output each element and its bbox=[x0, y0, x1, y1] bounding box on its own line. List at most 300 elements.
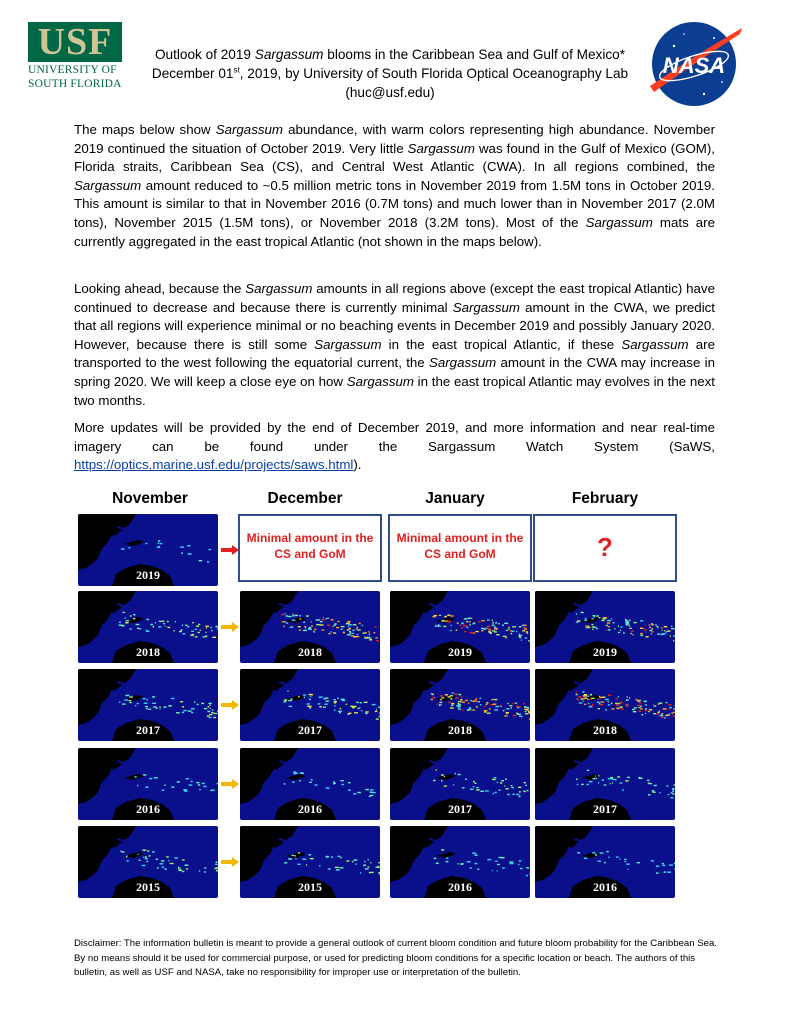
sargassum-patch bbox=[473, 781, 475, 782]
sargassum-patch bbox=[155, 622, 156, 623]
sargassum-patch bbox=[587, 770, 589, 771]
sargassum-patch bbox=[348, 713, 351, 714]
sargassum-patch bbox=[644, 629, 647, 630]
sargassum-patch bbox=[487, 713, 491, 714]
sargassum-patch bbox=[656, 872, 659, 873]
sargassum-patch bbox=[199, 870, 200, 871]
sargassum-map-tile bbox=[390, 826, 530, 898]
sargassum-patch bbox=[311, 779, 313, 780]
sargassum-patch bbox=[166, 856, 169, 857]
sargassum-patch bbox=[186, 868, 188, 869]
sargassum-patch bbox=[439, 615, 441, 616]
sargassum-patch bbox=[588, 703, 590, 704]
sargassum-patch bbox=[667, 872, 671, 873]
sargassum-patch bbox=[656, 714, 659, 715]
sargassum-patch bbox=[463, 625, 467, 626]
sargassum-patch bbox=[121, 548, 125, 549]
sargassum-patch bbox=[645, 709, 648, 710]
sargassum-patch bbox=[336, 869, 340, 870]
sargassum-patch bbox=[587, 784, 589, 785]
sargassum-patch bbox=[335, 867, 339, 868]
sargassum-map-tile bbox=[240, 748, 380, 820]
sargassum-patch bbox=[504, 623, 508, 624]
sargassum-patch bbox=[326, 700, 330, 701]
sargassum-patch bbox=[441, 697, 444, 698]
sargassum-patch bbox=[138, 854, 139, 855]
sargassum-patch bbox=[283, 626, 285, 627]
sargassum-patch bbox=[604, 862, 606, 863]
sargassum-patch bbox=[372, 704, 376, 705]
sargassum-patch bbox=[157, 867, 159, 868]
sargassum-patch bbox=[669, 864, 673, 865]
sargassum-patch bbox=[165, 626, 166, 627]
sargassum-patch bbox=[181, 629, 183, 630]
sargassum-patch bbox=[158, 543, 160, 544]
sargassum-patch bbox=[210, 790, 212, 791]
sargassum-patch bbox=[191, 631, 194, 632]
map-year-label: 2015 bbox=[136, 880, 160, 894]
sargassum-patch bbox=[460, 699, 462, 700]
sargassum-patch bbox=[480, 698, 482, 699]
sargassum-patch bbox=[340, 857, 342, 858]
sargassum-patch bbox=[617, 776, 620, 777]
sargassum-patch bbox=[601, 620, 604, 621]
sargassum-patch bbox=[168, 860, 169, 861]
sargassum-patch bbox=[661, 713, 663, 714]
sargassum-patch bbox=[334, 625, 336, 626]
sargassum-patch bbox=[327, 624, 330, 625]
sargassum-patch bbox=[322, 629, 325, 630]
updates-paragraph bbox=[74, 419, 715, 475]
sargassum-patch bbox=[637, 862, 640, 863]
sargassum-patch bbox=[451, 625, 452, 626]
sargassum-patch bbox=[666, 702, 668, 703]
sargassum-patch bbox=[502, 867, 505, 868]
sargassum-patch bbox=[672, 788, 674, 789]
sargassum-patch bbox=[577, 620, 581, 621]
sargassum-patch bbox=[653, 713, 656, 714]
sargassum-patch bbox=[468, 703, 469, 704]
sargassum-patch bbox=[448, 615, 449, 616]
sargassum-patch bbox=[146, 708, 148, 709]
sargassum-patch bbox=[592, 704, 593, 705]
sargassum-patch bbox=[284, 613, 285, 614]
sargassum-patch bbox=[659, 711, 660, 712]
sargassum-patch bbox=[669, 708, 671, 709]
sargassum-patch bbox=[591, 698, 595, 699]
sargassum-patch bbox=[499, 857, 503, 858]
sargassum-patch bbox=[378, 872, 380, 873]
column-header-november: November bbox=[112, 490, 188, 507]
sargassum-patch bbox=[201, 703, 204, 704]
sargassum-patch bbox=[599, 617, 601, 618]
sargassum-patch bbox=[467, 861, 471, 862]
sargassum-patch bbox=[152, 703, 156, 704]
sargassum-patch bbox=[341, 629, 343, 630]
sargassum-patch bbox=[587, 696, 589, 697]
sargassum-patch bbox=[504, 785, 505, 786]
sargassum-patch bbox=[649, 709, 652, 710]
sargassum-patch bbox=[155, 707, 157, 708]
sargassum-patch bbox=[333, 632, 336, 633]
sargassum-patch bbox=[216, 870, 218, 871]
sargassum-patch bbox=[628, 869, 629, 870]
sargassum-patch bbox=[182, 871, 185, 872]
sargassum-patch bbox=[523, 627, 526, 628]
sargassum-patch bbox=[643, 701, 647, 702]
sargassum-patch bbox=[355, 863, 357, 864]
sargassum-patch bbox=[199, 560, 202, 561]
sargassum-patch bbox=[338, 856, 341, 857]
sargassum-patch bbox=[443, 626, 446, 627]
right-arrow-icon bbox=[221, 857, 239, 867]
sargassum-patch bbox=[616, 698, 618, 699]
sargassum-patch bbox=[524, 709, 528, 710]
sargassum-patch bbox=[605, 699, 609, 700]
sargassum-patch bbox=[154, 777, 158, 778]
sargassum-patch bbox=[476, 787, 479, 788]
sargassum-patch bbox=[461, 697, 463, 698]
sargassum-patch bbox=[326, 856, 329, 857]
sargassum-patch bbox=[349, 632, 351, 633]
sargassum-patch bbox=[441, 774, 444, 775]
sargassum-patch bbox=[521, 716, 523, 717]
sargassum-patch bbox=[661, 627, 662, 628]
sargassum-patch bbox=[303, 630, 307, 631]
outlook-box bbox=[533, 514, 677, 582]
sargassum-patch bbox=[494, 699, 497, 700]
text-run: amount in the CWA, we predict that all regions will experience minimal or no beaching events in December 2019 and possibly January 2020. However, because there is still some bbox=[74, 299, 715, 352]
sargassum-patch bbox=[522, 630, 525, 631]
sargassum-patch bbox=[650, 630, 652, 631]
saws-link[interactable]: https://optics.marine.usf.edu/projects/saws.html bbox=[74, 457, 354, 473]
sargassum-patch bbox=[158, 540, 160, 541]
sargassum-patch bbox=[487, 619, 490, 620]
sargassum-patch bbox=[346, 860, 349, 861]
sargassum-patch bbox=[190, 635, 194, 636]
sargassum-patch bbox=[510, 863, 514, 864]
sargassum-patch bbox=[309, 699, 311, 700]
sargassum-patch bbox=[307, 703, 310, 704]
sargassum-patch bbox=[645, 713, 646, 714]
sargassum-patch bbox=[598, 775, 599, 776]
sargassum-patch bbox=[328, 868, 331, 869]
sargassum-patch bbox=[521, 639, 522, 640]
sargassum-patch bbox=[658, 712, 660, 713]
sargassum-patch bbox=[162, 790, 165, 791]
sargassum-patch bbox=[529, 718, 531, 719]
sargassum-patch bbox=[473, 623, 475, 624]
sargassum-patch bbox=[469, 624, 471, 625]
sargassum-patch bbox=[323, 617, 324, 618]
sargassum-patch bbox=[211, 712, 213, 713]
sargassum-patch bbox=[618, 696, 619, 697]
sargassum-patch bbox=[331, 619, 334, 620]
sargassum-patch bbox=[475, 631, 478, 632]
sargassum-patch bbox=[480, 704, 482, 705]
sargassum-patch bbox=[528, 711, 530, 712]
sargassum-patch bbox=[292, 620, 296, 621]
sargassum-patch bbox=[608, 626, 610, 627]
text-run: mats are currently aggregated in the east tropical Atlantic (not shown in the maps below). bbox=[74, 214, 715, 249]
sargassum-patch bbox=[670, 635, 671, 636]
sargassum-patch bbox=[652, 631, 654, 632]
sargassum-patch bbox=[435, 625, 438, 626]
italic-term: Sargassum bbox=[74, 177, 142, 193]
sargassum-patch bbox=[318, 703, 321, 704]
sargassum-patch bbox=[351, 633, 354, 634]
sargassum-patch bbox=[315, 784, 318, 785]
sargassum-patch bbox=[450, 630, 451, 631]
column-header-december: December bbox=[267, 490, 343, 507]
sargassum-patch bbox=[636, 699, 639, 700]
sargassum-patch bbox=[156, 859, 158, 860]
sargassum-patch bbox=[183, 710, 186, 711]
sargassum-patch bbox=[364, 861, 366, 862]
sargassum-patch bbox=[196, 782, 199, 783]
sargassum-patch bbox=[501, 780, 504, 781]
sargassum-patch bbox=[434, 615, 437, 616]
sargassum-patch bbox=[347, 629, 350, 630]
sargassum-patch bbox=[611, 708, 614, 709]
sargassum-patch bbox=[592, 624, 594, 625]
italic-term: Sargassum bbox=[245, 281, 313, 296]
sargassum-patch bbox=[125, 617, 126, 618]
sargassum-patch bbox=[433, 780, 436, 781]
sargassum-patch bbox=[164, 785, 166, 786]
sargassum-patch bbox=[203, 636, 205, 637]
map-year-label: 2019 bbox=[448, 645, 472, 659]
sargassum-patch bbox=[491, 699, 494, 700]
sargassum-patch bbox=[616, 704, 619, 705]
sargassum-patch bbox=[356, 628, 358, 629]
sargassum-patch bbox=[494, 629, 495, 630]
sargassum-patch bbox=[136, 624, 140, 625]
sargassum-patch bbox=[333, 781, 335, 782]
sargassum-patch bbox=[321, 619, 324, 620]
sargassum-patch bbox=[466, 621, 468, 622]
sargassum-patch bbox=[316, 619, 320, 620]
sargassum-patch bbox=[613, 779, 617, 780]
text-run: amounts in all regions above (except the east tropical Atlantic) have continued to decrease and because there is currently minimal bbox=[74, 281, 715, 315]
text-run: in the east tropical Atlantic, if these bbox=[381, 336, 622, 352]
sargassum-patch bbox=[637, 701, 640, 702]
sargassum-patch bbox=[378, 862, 380, 863]
sargassum-patch bbox=[602, 780, 604, 781]
right-arrow-icon bbox=[221, 622, 239, 632]
sargassum-patch bbox=[600, 852, 604, 853]
sargassum-patch bbox=[589, 781, 593, 782]
sargassum-patch bbox=[518, 864, 520, 865]
sargassum-patch bbox=[150, 624, 152, 625]
sargassum-patch bbox=[626, 623, 629, 624]
sargassum-patch bbox=[599, 703, 601, 704]
sargassum-patch bbox=[664, 630, 665, 631]
sargassum-map-tile bbox=[78, 514, 218, 586]
sargassum-patch bbox=[210, 708, 211, 709]
map-year-label: 2017 bbox=[448, 802, 472, 816]
sargassum-patch bbox=[518, 636, 521, 637]
sargassum-patch bbox=[472, 709, 475, 710]
sargassum-patch bbox=[447, 861, 449, 862]
sargassum-patch bbox=[517, 706, 520, 707]
sargassum-patch bbox=[492, 620, 493, 621]
date-line: December 01st, 2019, by University of South Florida Optical Oceanography Lab bbox=[151, 65, 629, 81]
sargassum-patch bbox=[143, 774, 146, 775]
sargassum-patch bbox=[198, 784, 200, 785]
sargassum-patch bbox=[296, 773, 298, 774]
sargassum-patch bbox=[505, 637, 507, 638]
sargassum-patch bbox=[216, 713, 218, 714]
sargassum-patch bbox=[203, 786, 206, 787]
sargassum-patch bbox=[288, 691, 289, 692]
sargassum-patch bbox=[511, 785, 513, 786]
sargassum-patch bbox=[191, 708, 195, 709]
sargassum-patch bbox=[128, 547, 130, 548]
sargassum-patch bbox=[615, 703, 617, 704]
sargassum-patch bbox=[576, 692, 577, 693]
sargassum-patch bbox=[589, 706, 593, 707]
sargassum-map-tile bbox=[78, 669, 218, 741]
sargassum-patch bbox=[638, 777, 640, 778]
sargassum-patch bbox=[646, 636, 649, 637]
sargassum-patch bbox=[519, 634, 520, 635]
sargassum-patch bbox=[656, 866, 659, 867]
sargassum-patch bbox=[145, 543, 147, 544]
sargassum-patch bbox=[187, 626, 189, 627]
sargassum-patch bbox=[627, 696, 628, 697]
sargassum-patch bbox=[595, 775, 596, 776]
sargassum-patch bbox=[309, 782, 312, 783]
sargassum-patch bbox=[200, 630, 201, 631]
sargassum-patch bbox=[135, 705, 136, 706]
sargassum-patch bbox=[160, 863, 164, 864]
sargassum-patch bbox=[353, 706, 357, 707]
sargassum-patch bbox=[606, 625, 608, 626]
sargassum-patch bbox=[473, 632, 475, 633]
sargassum-patch bbox=[126, 620, 130, 621]
sargassum-patch bbox=[292, 781, 294, 782]
sargassum-patch bbox=[592, 626, 595, 627]
sargassum-patch bbox=[506, 630, 508, 631]
sargassum-patch bbox=[195, 636, 198, 637]
sargassum-patch bbox=[174, 857, 178, 858]
sargassum-patch bbox=[505, 788, 509, 789]
sargassum-patch bbox=[487, 628, 491, 629]
sargassum-patch bbox=[183, 633, 186, 634]
map-year-label: 2017 bbox=[593, 802, 617, 816]
sargassum-patch bbox=[656, 626, 658, 627]
sargassum-patch bbox=[473, 700, 477, 701]
sargassum-patch bbox=[620, 782, 623, 783]
sargassum-patch bbox=[619, 859, 620, 860]
sargassum-map-tile bbox=[390, 669, 530, 741]
sargassum-patch bbox=[197, 704, 199, 705]
sargassum-patch bbox=[284, 783, 286, 784]
map-year-label: 2016 bbox=[593, 880, 617, 894]
sargassum-patch bbox=[331, 856, 333, 857]
sargassum-patch bbox=[286, 615, 289, 616]
sargassum-patch bbox=[458, 708, 461, 709]
sargassum-patch bbox=[340, 867, 344, 868]
sargassum-patch bbox=[357, 634, 359, 635]
sargassum-patch bbox=[292, 615, 295, 616]
sargassum-patch bbox=[616, 856, 619, 857]
sargassum-patch bbox=[445, 861, 446, 862]
sargassum-patch bbox=[209, 717, 212, 718]
sargassum-patch bbox=[348, 782, 351, 783]
sargassum-patch bbox=[204, 871, 206, 872]
sargassum-patch bbox=[518, 796, 520, 797]
sargassum-patch bbox=[216, 867, 218, 868]
sargassum-patch bbox=[294, 773, 296, 774]
sargassum-patch bbox=[581, 612, 584, 613]
sargassum-map-tile bbox=[78, 748, 218, 820]
sargassum-patch bbox=[288, 858, 292, 859]
sargassum-patch bbox=[376, 718, 379, 719]
sargassum-patch bbox=[654, 705, 657, 706]
sargassum-patch bbox=[506, 713, 507, 714]
sargassum-patch bbox=[623, 632, 625, 633]
italic-term: Sargassum bbox=[428, 355, 497, 371]
sargassum-patch bbox=[362, 625, 363, 626]
sargassum-map-tile bbox=[535, 748, 675, 820]
sargassum-patch bbox=[585, 698, 588, 699]
sargassum-patch bbox=[630, 633, 632, 634]
nasa-wordmark: NASA bbox=[662, 53, 726, 78]
sargassum-patch bbox=[375, 637, 377, 638]
sargassum-patch bbox=[590, 694, 592, 695]
sargassum-patch bbox=[153, 706, 157, 707]
sargassum-patch bbox=[464, 618, 468, 619]
sargassum-patch bbox=[591, 618, 593, 619]
sargassum-patch bbox=[207, 715, 210, 716]
sargassum-patch bbox=[188, 553, 192, 554]
sargassum-patch bbox=[440, 699, 442, 700]
unknown-outlook-mark: ? bbox=[597, 532, 613, 562]
sargassum-patch bbox=[614, 628, 615, 629]
sargassum-patch bbox=[339, 712, 341, 713]
sargassum-patch bbox=[657, 633, 660, 634]
sargassum-patch bbox=[167, 627, 170, 628]
sargassum-patch bbox=[378, 707, 380, 708]
sargassum-patch bbox=[495, 700, 496, 701]
sargassum-patch bbox=[352, 861, 354, 862]
sargassum-patch bbox=[666, 785, 668, 786]
map-year-label: 2019 bbox=[593, 645, 617, 659]
sargassum-patch bbox=[657, 627, 658, 628]
sargassum-patch bbox=[146, 861, 148, 862]
sargassum-patch bbox=[142, 865, 146, 866]
sargassum-patch bbox=[284, 701, 287, 702]
outlook-text: Minimal amount in the CS and GoM bbox=[246, 531, 374, 561]
sargassum-patch bbox=[292, 614, 293, 615]
sargassum-patch bbox=[484, 711, 486, 712]
sargassum-patch bbox=[182, 625, 184, 626]
sargassum-patch bbox=[435, 624, 436, 625]
sargassum-patch bbox=[596, 778, 597, 779]
sargassum-patch bbox=[369, 634, 370, 635]
sargassum-patch bbox=[158, 546, 160, 547]
sargassum-patch bbox=[462, 787, 465, 788]
nasa-meatball-icon bbox=[644, 16, 744, 112]
sargassum-patch bbox=[173, 630, 174, 631]
sargassum-patch bbox=[319, 865, 320, 866]
sargassum-patch bbox=[300, 618, 302, 619]
sargassum-patch bbox=[370, 872, 373, 873]
sargassum-patch bbox=[204, 708, 207, 709]
sargassum-patch bbox=[295, 615, 298, 616]
